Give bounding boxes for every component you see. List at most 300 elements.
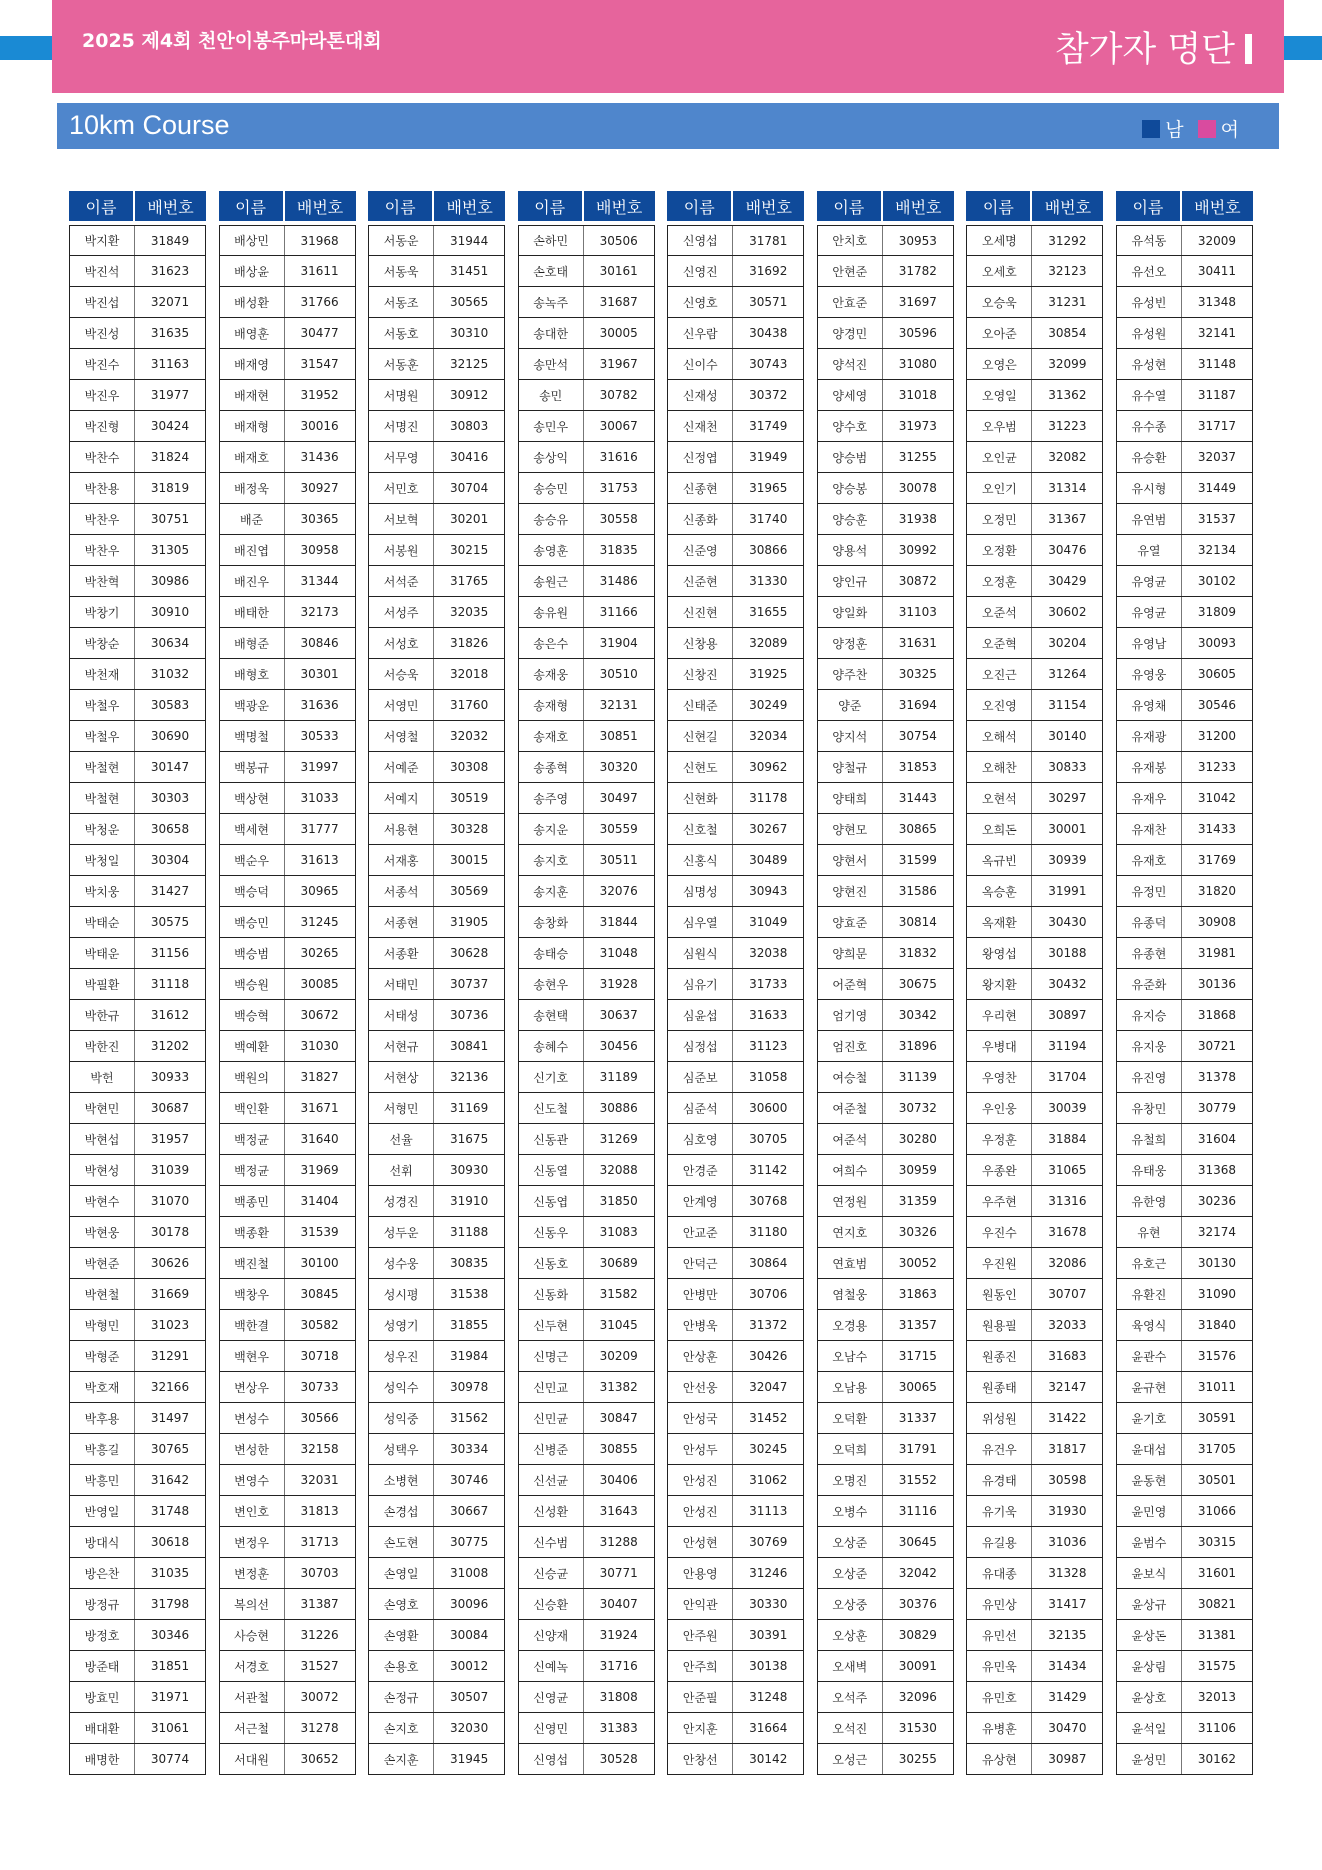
participant-name: 배형준 — [220, 628, 285, 658]
participant-name: 안선웅 — [668, 1372, 733, 1402]
bib-number: 30751 — [150, 512, 190, 526]
table-row — [518, 1496, 655, 1527]
bib-number: 31616 — [599, 450, 638, 464]
table-row — [1116, 256, 1253, 287]
participant-name: 신도철 — [519, 1093, 584, 1123]
table-row — [518, 1682, 655, 1713]
bib-number: 30704 — [450, 481, 489, 495]
bib-number: 32030 — [450, 1721, 489, 1735]
bib-number: 31030 — [300, 1039, 339, 1053]
table-row — [966, 1682, 1103, 1713]
participant-name: 심원식 — [668, 938, 733, 968]
bib-number: 30100 — [300, 1256, 339, 1270]
participant-name: 어준혁 — [818, 969, 883, 999]
participant-table — [1116, 191, 1253, 1775]
bib-number: 30236 — [1197, 1194, 1237, 1208]
participant-name: 심정섭 — [668, 1031, 733, 1061]
bib-number: 31452 — [749, 1411, 788, 1425]
table-row — [1116, 1062, 1253, 1093]
bib-number: 31018 — [898, 388, 937, 402]
bib-number: 30743 — [749, 357, 788, 371]
participant-name: 송지훈 — [519, 876, 584, 906]
table-row — [69, 597, 206, 628]
participant-name: 오인균 — [967, 442, 1032, 472]
header-name: 이름 — [966, 191, 1032, 221]
bib-number: 31180 — [749, 1225, 788, 1239]
participant-name: 연정원 — [818, 1186, 883, 1216]
participant-name: 신민균 — [519, 1403, 584, 1433]
table-row — [1116, 1620, 1253, 1651]
participant-name: 유재호 — [1117, 845, 1182, 875]
participant-name: 서민호 — [369, 473, 434, 503]
bib-number: 30138 — [749, 1659, 788, 1673]
header-bib: 배번호 — [296, 197, 344, 217]
table-row — [368, 442, 505, 473]
bib-number: 30304 — [150, 853, 190, 867]
bib-number: 30255 — [898, 1752, 937, 1766]
table-header — [667, 191, 804, 221]
table-row — [69, 783, 206, 814]
bib-number: 30718 — [300, 1349, 339, 1363]
participant-name: 박형민 — [70, 1310, 135, 1340]
bib-number: 30703 — [300, 1566, 339, 1580]
bib-number: 30768 — [749, 1194, 788, 1208]
participant-name: 신영민 — [519, 1713, 584, 1743]
participant-name: 오석주 — [818, 1682, 883, 1712]
participant-name: 성수웅 — [369, 1248, 434, 1278]
table-row — [966, 225, 1103, 256]
header-bib: 배번호 — [1194, 197, 1241, 217]
participant-name: 백원의 — [220, 1062, 285, 1092]
table-row — [69, 1403, 206, 1434]
participant-name: 서경호 — [220, 1651, 285, 1681]
participant-name: 윤범수 — [1117, 1527, 1182, 1557]
table-row — [817, 1093, 954, 1124]
course-title: 10km Course — [69, 110, 230, 140]
participant-name: 양주찬 — [818, 659, 883, 689]
participant-name: 심준보 — [668, 1062, 733, 1092]
participant-name: 안성진 — [668, 1465, 733, 1495]
bib-number: 30249 — [749, 698, 788, 712]
table-row — [667, 721, 804, 752]
bib-number: 31781 — [749, 233, 788, 248]
table-row — [69, 287, 206, 318]
bib-number: 31713 — [300, 1535, 339, 1549]
participant-name: 안계영 — [668, 1186, 733, 1216]
participant-name: 유창민 — [1117, 1093, 1182, 1123]
participant-name: 방대식 — [70, 1527, 135, 1557]
participant-name: 유지웅 — [1117, 1031, 1182, 1061]
table-row — [817, 1527, 954, 1558]
bib-number: 31537 — [1197, 512, 1237, 526]
participant-name: 서현규 — [369, 1031, 434, 1061]
participant-name: 신영진 — [668, 256, 733, 286]
table-row — [1116, 473, 1253, 504]
participant-name: 배재현 — [220, 380, 285, 410]
participant-name: 신종화 — [668, 504, 733, 534]
participant-name: 여준철 — [818, 1093, 883, 1123]
header-bib: 배번호 — [1044, 197, 1092, 217]
participant-name: 유영채 — [1117, 690, 1182, 720]
bib-number: 30847 — [599, 1411, 638, 1425]
bib-number: 30672 — [300, 1008, 339, 1022]
bib-number: 31066 — [1197, 1504, 1237, 1518]
bib-number: 31547 — [300, 357, 339, 371]
participant-tables — [69, 191, 1253, 1775]
bib-number: 31968 — [300, 233, 339, 248]
bib-number: 32088 — [599, 1163, 638, 1177]
bib-number: 31382 — [599, 1380, 638, 1394]
bib-number: 30645 — [898, 1535, 937, 1549]
participant-name: 변성한 — [220, 1434, 285, 1464]
participant-name: 서영민 — [369, 690, 434, 720]
bib-number: 30658 — [150, 822, 190, 836]
participant-name: 오진근 — [967, 659, 1032, 689]
table-row — [1116, 1248, 1253, 1279]
table-row — [518, 1062, 655, 1093]
bib-number: 30558 — [599, 512, 638, 526]
participant-name: 오남수 — [818, 1341, 883, 1371]
participant-name: 서재홍 — [369, 845, 434, 875]
table-row — [219, 783, 356, 814]
bib-number: 30511 — [599, 853, 638, 867]
table-row — [518, 1031, 655, 1062]
participant-name: 서봉원 — [369, 535, 434, 565]
table-row — [69, 1000, 206, 1031]
bib-number: 31142 — [749, 1163, 788, 1177]
bib-number: 30507 — [450, 1690, 489, 1704]
bib-number: 30267 — [749, 822, 788, 836]
bib-number: 30814 — [898, 915, 937, 929]
participant-name: 송승유 — [519, 504, 584, 534]
participant-name: 유민욱 — [967, 1651, 1032, 1681]
table-row — [518, 225, 655, 256]
table-row — [368, 256, 505, 287]
participant-name: 윤대섭 — [1117, 1434, 1182, 1464]
bib-number: 30591 — [1197, 1411, 1237, 1425]
participant-name: 박필환 — [70, 969, 135, 999]
bib-number: 30162 — [1197, 1752, 1237, 1766]
bib-number: 30438 — [749, 326, 788, 340]
table-row — [219, 318, 356, 349]
participant-name: 원용필 — [967, 1310, 1032, 1340]
table-row — [1116, 1403, 1253, 1434]
participant-name: 신양재 — [519, 1620, 584, 1650]
participant-name: 신준영 — [668, 535, 733, 565]
bib-number: 31443 — [898, 791, 937, 805]
participant-name: 서종현 — [369, 907, 434, 937]
participant-name: 신현길 — [668, 721, 733, 751]
bib-number: 31154 — [1048, 698, 1087, 712]
participant-name: 안병만 — [668, 1279, 733, 1309]
table-row — [69, 1093, 206, 1124]
bib-number: 31655 — [749, 605, 788, 619]
table-row — [667, 752, 804, 783]
participant-name: 신기호 — [519, 1062, 584, 1092]
table-row — [817, 1434, 954, 1465]
table-row — [1116, 1744, 1253, 1775]
table-row — [966, 287, 1103, 318]
table-row — [219, 1434, 356, 1465]
header-name: 이름 — [368, 191, 434, 221]
table-row — [219, 659, 356, 690]
participant-name: 윤성민 — [1117, 1744, 1182, 1774]
participant-name: 유종덕 — [1117, 907, 1182, 937]
table-row — [219, 969, 356, 1000]
participant-name: 배준 — [220, 504, 285, 534]
table-row — [817, 690, 954, 721]
bib-number: 31817 — [1048, 1442, 1087, 1456]
table-body — [1116, 225, 1253, 1775]
table-row — [219, 938, 356, 969]
participant-name: 오정민 — [967, 504, 1032, 534]
bib-number: 30746 — [450, 1473, 489, 1487]
participant-name: 유시형 — [1117, 473, 1182, 503]
table-row — [518, 442, 655, 473]
bib-number: 30706 — [749, 1287, 788, 1301]
participant-name: 양승범 — [818, 442, 883, 472]
participant-name: 백세현 — [220, 814, 285, 844]
participant-name: 박태운 — [70, 938, 135, 968]
table-row — [1116, 1682, 1253, 1713]
header-bib: 배번호 — [446, 197, 493, 217]
bib-number: 30376 — [898, 1597, 937, 1611]
participant-name: 유경태 — [967, 1465, 1032, 1495]
table-body — [817, 225, 954, 1775]
table-row — [817, 721, 954, 752]
bib-number: 31977 — [150, 388, 190, 402]
bib-number: 30754 — [898, 729, 937, 743]
bib-number: 32096 — [898, 1690, 937, 1704]
participant-name: 백명철 — [220, 721, 285, 751]
participant-name: 서성주 — [369, 597, 434, 627]
table-row — [69, 1465, 206, 1496]
table-row — [817, 938, 954, 969]
table-row — [368, 1372, 505, 1403]
bib-number: 31844 — [599, 915, 638, 929]
bib-number: 31633 — [749, 1008, 788, 1022]
participant-name: 신수범 — [519, 1527, 584, 1557]
bib-number: 30771 — [599, 1566, 638, 1580]
bib-number: 30142 — [749, 1752, 788, 1766]
participant-name: 염철웅 — [818, 1279, 883, 1309]
bib-number: 30430 — [1048, 915, 1087, 929]
table-row — [219, 1062, 356, 1093]
table-row — [817, 969, 954, 1000]
bib-number: 31387 — [300, 1597, 339, 1611]
bib-number: 31035 — [150, 1566, 190, 1580]
table-row — [69, 814, 206, 845]
table-row — [219, 225, 356, 256]
header-name: 이름 — [69, 191, 135, 221]
bib-number: 30626 — [150, 1256, 190, 1270]
participant-name: 신태준 — [668, 690, 733, 720]
table-row — [518, 721, 655, 752]
table-row — [817, 628, 954, 659]
bib-number: 30910 — [150, 605, 190, 619]
participant-name: 박지환 — [70, 226, 135, 255]
participant-name: 서예지 — [369, 783, 434, 813]
table-row — [1116, 628, 1253, 659]
bib-number: 31562 — [450, 1411, 489, 1425]
table-row — [667, 1310, 804, 1341]
table-row — [518, 1186, 655, 1217]
table-row — [368, 349, 505, 380]
participant-name: 오상중 — [818, 1589, 883, 1619]
table-row — [518, 628, 655, 659]
table-row — [69, 1310, 206, 1341]
bib-number: 31717 — [1197, 419, 1237, 433]
participant-name: 백광운 — [220, 690, 285, 720]
participant-name: 배성환 — [220, 287, 285, 317]
participant-name: 손영호 — [369, 1589, 434, 1619]
participant-name: 서성호 — [369, 628, 434, 658]
participant-name: 박천재 — [70, 659, 135, 689]
participant-name: 백승범 — [220, 938, 285, 968]
table-row — [518, 566, 655, 597]
bib-number: 30072 — [300, 1690, 339, 1704]
bib-number: 31925 — [749, 667, 788, 681]
bib-number: 30571 — [749, 295, 788, 309]
table-row — [1116, 225, 1253, 256]
table-row — [219, 1155, 356, 1186]
bib-number: 30391 — [749, 1628, 788, 1642]
participant-name: 백한결 — [220, 1310, 285, 1340]
bib-number: 31156 — [150, 946, 190, 960]
bib-number: 32038 — [749, 946, 788, 960]
bib-number: 30930 — [450, 1163, 489, 1177]
bib-number: 30687 — [150, 1101, 190, 1115]
participant-name: 손경섭 — [369, 1496, 434, 1526]
bib-number: 30334 — [450, 1442, 489, 1456]
participant-name: 양효준 — [818, 907, 883, 937]
bib-number: 31163 — [150, 357, 190, 371]
table-row — [518, 1248, 655, 1279]
table-row — [69, 349, 206, 380]
table-row — [966, 1279, 1103, 1310]
participant-name: 백승민 — [220, 907, 285, 937]
participant-name: 안병욱 — [668, 1310, 733, 1340]
table-row — [667, 318, 804, 349]
table-row — [518, 814, 655, 845]
table-row — [518, 473, 655, 504]
table-row — [368, 1434, 505, 1465]
table-row — [69, 1062, 206, 1093]
bib-number: 30865 — [898, 822, 937, 836]
roster-title-text: 참가자 명단 — [1054, 30, 1235, 70]
bib-number: 31969 — [300, 1163, 339, 1177]
bib-number: 30855 — [599, 1442, 638, 1456]
bib-number: 31798 — [150, 1597, 190, 1611]
table-row — [1116, 845, 1253, 876]
participant-name: 박한진 — [70, 1031, 135, 1061]
table-row — [966, 473, 1103, 504]
bib-number: 31643 — [599, 1504, 638, 1518]
table-row — [368, 1620, 505, 1651]
bib-number: 31938 — [898, 512, 937, 526]
bib-number: 31033 — [300, 791, 339, 805]
bib-number: 31904 — [599, 636, 638, 650]
header-bib: 배번호 — [596, 197, 643, 217]
bib-number: 31944 — [450, 233, 489, 248]
bib-number: 30325 — [898, 667, 937, 681]
header-name: 이름 — [817, 191, 883, 221]
bib-number: 30161 — [599, 264, 638, 278]
bib-number: 30470 — [1048, 1721, 1087, 1735]
participant-name: 유한영 — [1117, 1186, 1182, 1216]
bib-number: 30845 — [300, 1287, 339, 1301]
bib-number: 30429 — [1048, 574, 1087, 588]
participant-name: 송현택 — [519, 1000, 584, 1030]
participant-name: 서태민 — [369, 969, 434, 999]
bib-number: 30301 — [300, 667, 339, 681]
table-row — [368, 287, 505, 318]
table-row — [817, 1000, 954, 1031]
participant-name: 손하민 — [519, 226, 584, 255]
bib-number: 30933 — [150, 1070, 190, 1084]
participant-name: 박찬용 — [70, 473, 135, 503]
bib-number: 31849 — [150, 233, 190, 248]
bib-number: 31486 — [599, 574, 638, 588]
bib-number: 32009 — [1197, 233, 1237, 248]
participant-name: 송은수 — [519, 628, 584, 658]
table-row — [368, 814, 505, 845]
participant-name: 박현웅 — [70, 1217, 135, 1247]
participant-name: 여희수 — [818, 1155, 883, 1185]
header-bib: 배번호 — [147, 197, 194, 217]
table-row — [966, 1062, 1103, 1093]
participant-name: 우주현 — [967, 1186, 1032, 1216]
table-row — [817, 442, 954, 473]
participant-name: 사승현 — [220, 1620, 285, 1650]
participant-name: 옥규빈 — [967, 845, 1032, 875]
table-row — [518, 1279, 655, 1310]
table-row — [667, 1403, 804, 1434]
table-row — [219, 1589, 356, 1620]
participant-name: 오상준 — [818, 1558, 883, 1588]
table-row — [518, 1310, 655, 1341]
bib-number: 31715 — [898, 1349, 937, 1363]
table-row — [1116, 1434, 1253, 1465]
bib-number: 31427 — [150, 884, 190, 898]
bib-number: 31896 — [898, 1039, 937, 1053]
table-row — [817, 1310, 954, 1341]
table-row — [1116, 1000, 1253, 1031]
participant-name: 양철규 — [818, 752, 883, 782]
table-row — [69, 1186, 206, 1217]
participant-name: 양희문 — [818, 938, 883, 968]
bib-number: 31850 — [599, 1194, 638, 1208]
table-row — [1116, 287, 1253, 318]
table-row — [368, 1527, 505, 1558]
bib-number: 31981 — [1197, 946, 1237, 960]
bib-number: 30736 — [450, 1008, 489, 1022]
participant-name: 배정욱 — [220, 473, 285, 503]
participant-name: 우병대 — [967, 1031, 1032, 1061]
participant-name: 유영웅 — [1117, 659, 1182, 689]
participant-name: 오정환 — [967, 535, 1032, 565]
participant-name: 신정엽 — [668, 442, 733, 472]
table-row — [667, 628, 804, 659]
bib-number: 32013 — [1197, 1690, 1237, 1704]
participant-name: 서근철 — [220, 1713, 285, 1743]
table-row — [966, 535, 1103, 566]
participant-name: 오아준 — [967, 318, 1032, 348]
participant-name: 박진성 — [70, 318, 135, 348]
table-row — [817, 814, 954, 845]
table-row — [667, 1124, 804, 1155]
bib-number: 31269 — [599, 1132, 638, 1146]
